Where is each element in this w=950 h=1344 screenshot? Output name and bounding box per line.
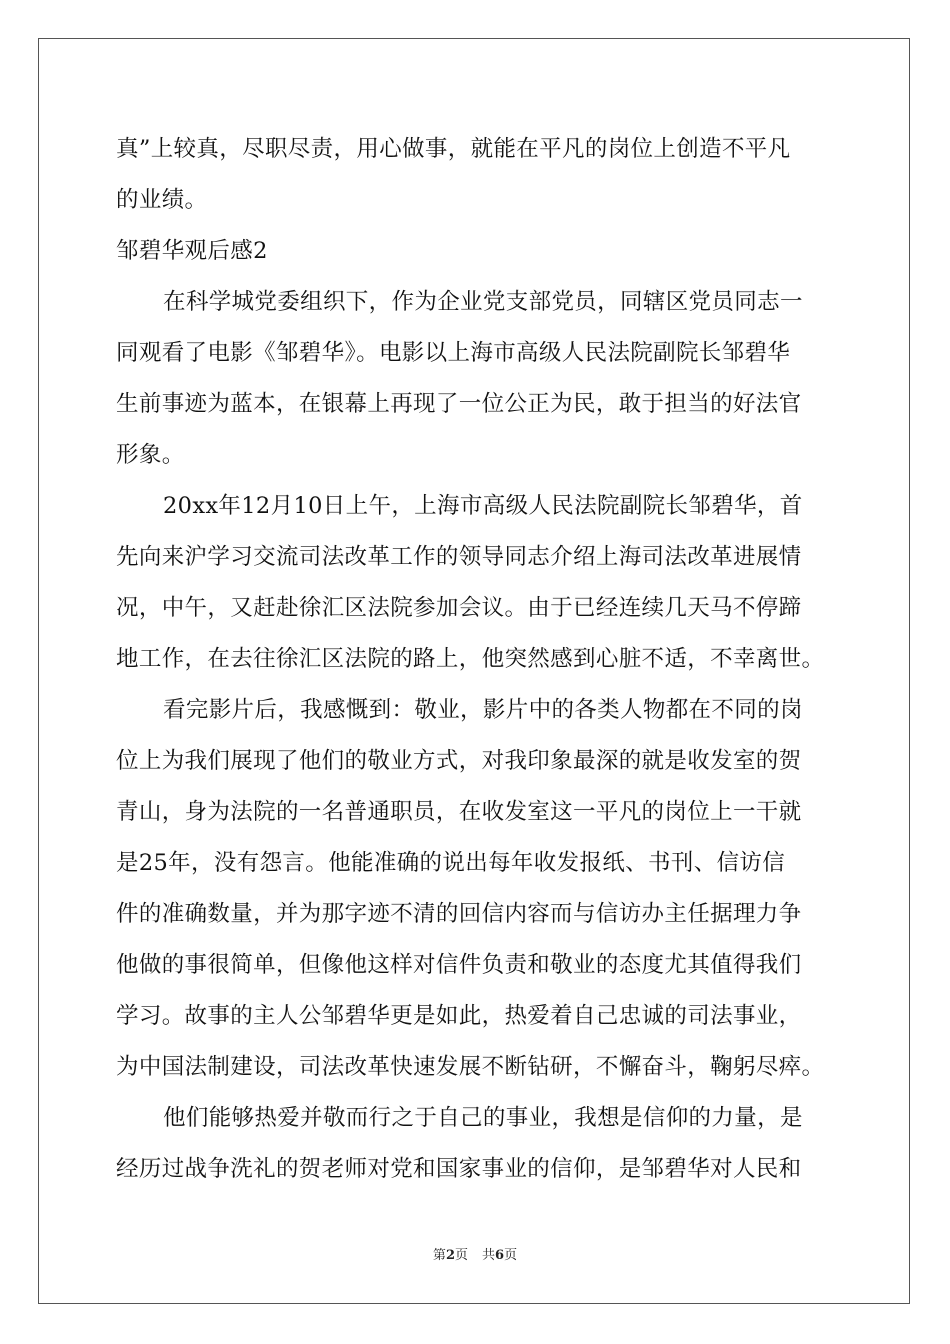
text-line: 先向来沪学习交流司法改革工作的领导同志介绍上海司法改革进展情 (116, 544, 802, 570)
text-line: 青山，身为法院的一名普通职员，在收发室这一平凡的岗位上一干就 (116, 799, 802, 825)
paragraph-start-line: 在科学城党委组织下，作为企业党支部党员，同辖区党员同志一 (163, 289, 803, 315)
page-footer (0, 1246, 950, 1266)
text-line: 件的准确数量，并为那字迹不清的回信内容而与信访办主任据理力争 (116, 901, 802, 927)
text-line: 学习。故事的主人公邹碧华更是如此，热爱着自己忠诚的司法事业， (116, 1003, 802, 1029)
section-heading: 邹碧华观后感2 (116, 238, 268, 264)
document-body (116, 124, 836, 1195)
text-line: 的业绩。 (116, 187, 208, 213)
total-label-prefix: 共 (482, 1248, 496, 1263)
text-line: 是25年，没有怨言。他能准确的说出每年收发报纸、书刊、信访信 (116, 850, 786, 876)
text-line: 形象。 (116, 442, 185, 468)
text-line: 为中国法制建设，司法改革快速发展不断钻研，不懈奋斗，鞠躬尽瘁。 (116, 1054, 825, 1080)
paragraph-start-line: 看完影片后，我感慨到：敬业，影片中的各类人物都在不同的岗 (163, 697, 803, 723)
total-page-count: 6 (495, 1248, 505, 1263)
text-line: 同观看了电影《邹碧华》。电影以上海市高级人民法院副院长邹碧华 (116, 340, 791, 366)
text-line: 生前事迹为蓝本，在银幕上再现了一位公正为民，敢于担当的好法官 (116, 391, 802, 417)
page-label-prefix: 第 (432, 1248, 446, 1263)
page-label-unit: 页 (454, 1248, 468, 1263)
text-line: 经历过战争洗礼的贺老师对党和国家事业的信仰，是邹碧华对人民和 (116, 1156, 802, 1182)
paragraph-start-line: 20xx年12月10日上午，上海市高级人民法院副院长邹碧华，首 (163, 493, 803, 519)
text-line: 他做的事很简单，但像他这样对信件负责和敬业的态度尤其值得我们 (116, 952, 802, 978)
current-page-number: 2 (445, 1248, 455, 1263)
paragraph-start-line: 他们能够热爱并敬而行之于自己的事业，我想是信仰的力量，是 (163, 1105, 803, 1131)
text-line: 位上为我们展现了他们的敬业方式，对我印象最深的就是收发室的贺 (116, 748, 802, 774)
text-line: 地工作，在去往徐汇区法院的路上，他突然感到心脏不适，不幸离世。 (116, 646, 825, 672)
text-line: 真”上较真，尽职尽责，用心做事，就能在平凡的岗位上创造不平凡 (116, 136, 791, 162)
total-label-unit: 页 (504, 1248, 518, 1263)
text-line: 况，中午，又赶赴徐汇区法院参加会议。由于已经连续几天马不停蹄 (116, 595, 802, 621)
